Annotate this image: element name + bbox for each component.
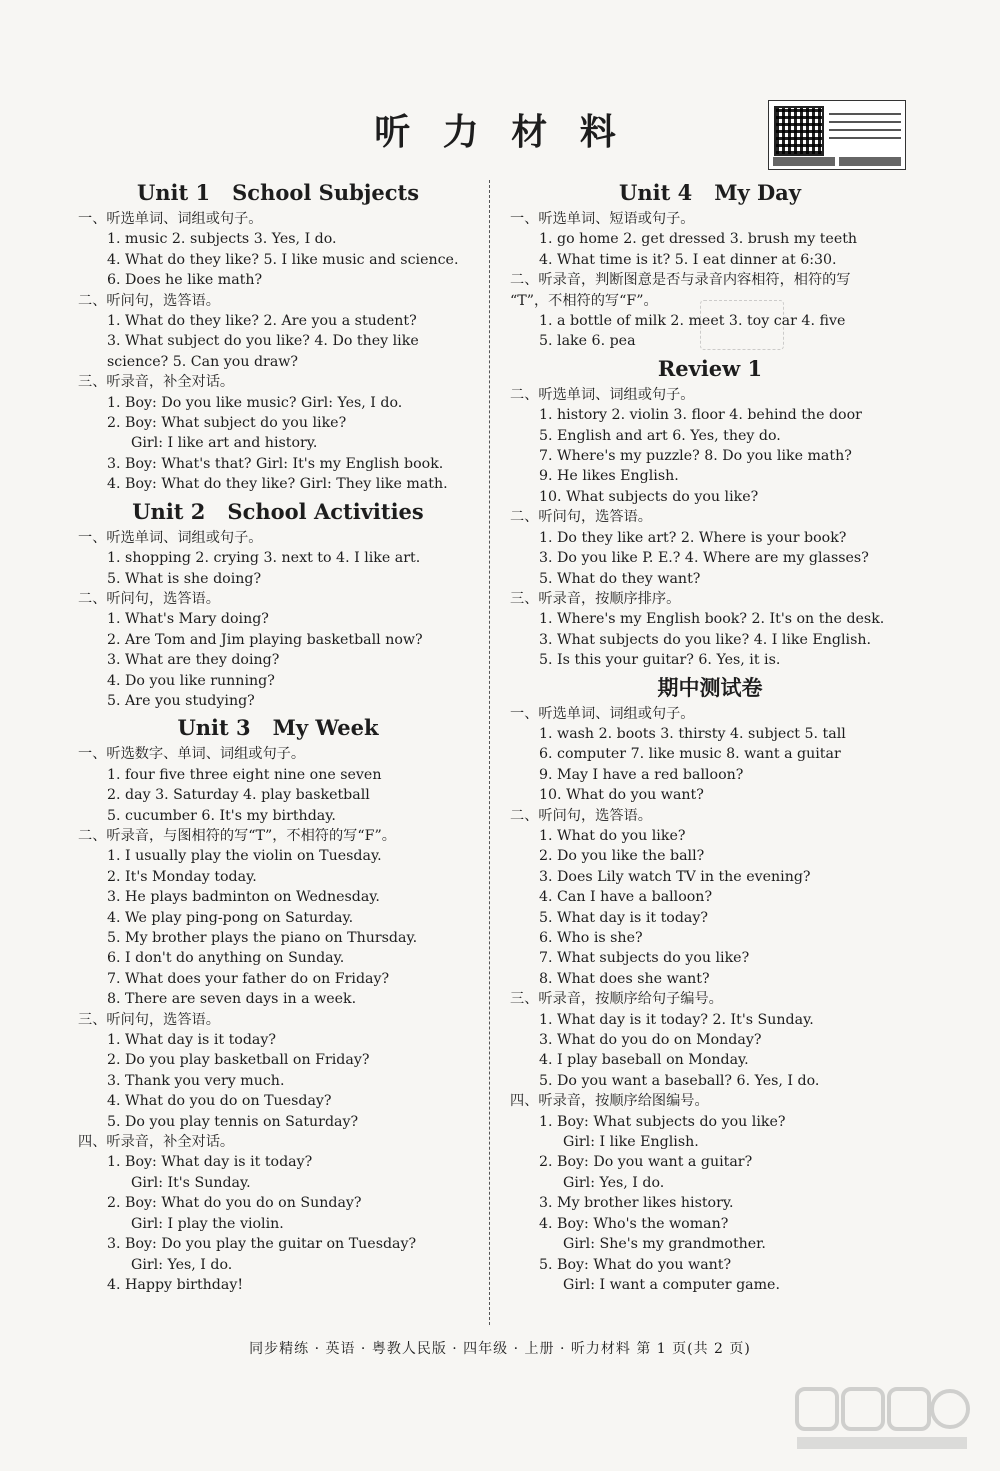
- list-item: 3. What are they doing?: [107, 652, 280, 669]
- section-heading: 二、听问句，选答语。: [78, 292, 220, 309]
- list-item: 7. What does your father do on Friday?: [107, 970, 390, 987]
- section-heading: 一、听选单词、词组或句子。: [510, 705, 695, 722]
- list-item: 2. Are Tom and Jim playing basketball now?: [107, 631, 423, 648]
- unit-name: School Subjects: [232, 180, 420, 205]
- list-item: 4. Happy birthday!: [107, 1276, 244, 1293]
- list-item: 4. What do you do on Tuesday?: [107, 1093, 332, 1110]
- page-footer: 同步精练 · 英语 · 粤教人民版 · 四年级 · 上册 · 听力材料 第 1 页(共 2 页): [249, 1341, 751, 1357]
- list-item: 2. Do you like the ball?: [539, 848, 705, 865]
- unit-heading: [78, 495, 478, 528]
- list-item: 7. What subjects do you like?: [539, 950, 750, 967]
- watermark-logo-icon: [795, 1385, 970, 1453]
- list-item: 1. a bottle of milk 2. meet 3. toy car 4. five: [539, 313, 846, 330]
- list-item: 1. go home 2. get dressed 3. brush my teeth: [539, 231, 858, 248]
- column-divider: [489, 180, 490, 1325]
- list-item: 3. Thank you very much.: [107, 1072, 285, 1089]
- list-item: 2. It's Monday today.: [107, 868, 257, 885]
- list-item: 5. Is this your guitar? 6. Yes, it is.: [539, 652, 781, 669]
- list-item: 2. Do you play basketball on Friday?: [107, 1052, 370, 1069]
- list-item: Girl: I like art and history.: [131, 435, 318, 452]
- list-item: 3. Boy: What's that? Girl: It's my English book.: [107, 455, 444, 472]
- section-heading: 二、听录音，判断图意是否与录音内容相符，相符的写: [510, 272, 851, 289]
- section-heading: 二、听问句，选答语。: [510, 807, 652, 824]
- page-title: 听 力 材 料: [374, 111, 626, 153]
- list-item: 1. Do they like art? 2. Where is your book?: [539, 529, 847, 546]
- section-heading: 二、听录音，与图相符的写“T”，不相符的写“F”。: [78, 827, 396, 844]
- list-item: 3. What subject do you like? 4. Do they like: [107, 333, 419, 350]
- qr-code-icon: [774, 106, 824, 156]
- list-item: 3. Do you like P. E.? 4. Where are my glasses?: [539, 550, 869, 567]
- list-item: 5. What day is it today?: [539, 909, 708, 926]
- list-item: 3. What subjects do you like? 4. I like English.: [539, 631, 872, 648]
- section-heading: 一、听选单词、词组或句子。: [78, 211, 263, 227]
- right-column: [510, 176, 910, 1295]
- list-item: 6. I don't do anything on Sunday.: [107, 950, 345, 967]
- section-heading: 三、听录音，按顺序排序。: [510, 590, 681, 607]
- list-item: 6. computer 7. like music 8. want a guitar: [539, 746, 841, 763]
- section-heading: 二、听问句，选答语。: [510, 509, 652, 526]
- list-item: 4. Boy: Who's the woman?: [539, 1215, 729, 1232]
- list-item: 9. He likes English.: [539, 468, 679, 485]
- list-item: 2. day 3. Saturday 4. play basketball: [107, 787, 370, 804]
- list-item: 1. What's Mary doing?: [107, 611, 269, 628]
- list-item: Girl: It's Sunday.: [131, 1174, 251, 1191]
- list-item: 5. English and art 6. Yes, they do.: [539, 427, 781, 444]
- list-item: 8. There are seven days in a week.: [107, 991, 357, 1008]
- section-heading: 三、听录音，按顺序给句子编号。: [510, 991, 723, 1008]
- list-item: 1. wash 2. boots 3. thirsty 4. subject 5. tall: [539, 725, 846, 742]
- unit-name: Review 1: [657, 355, 763, 381]
- list-item: Girl: She's my grandmother.: [563, 1236, 766, 1253]
- section-heading: 三、听问句，选答语。: [78, 1011, 220, 1028]
- qr-code-panel[interactable]: [768, 100, 906, 170]
- list-item: 8. What does she want?: [539, 970, 710, 987]
- list-item: 1. four five three eight nine one seven: [107, 766, 382, 783]
- section-heading: 一、听选数字、单词、词组或句子。: [78, 746, 306, 763]
- list-item: 5. What is she doing?: [107, 570, 262, 587]
- list-item: 5. Boy: What do you want?: [539, 1256, 732, 1273]
- unit-number: Unit 1: [136, 180, 211, 205]
- unit-heading: [510, 176, 910, 209]
- section-heading: 四、听录音，按顺序给图编号。: [510, 1093, 709, 1110]
- unit-name: 期中测试卷: [657, 674, 763, 700]
- list-item: 3. Boy: Do you play the guitar on Tuesday?: [107, 1236, 417, 1253]
- list-item: 4. What do they like? 5. I like music and science.: [107, 251, 459, 268]
- list-item: 1. music 2. subjects 3. Yes, I do.: [107, 231, 337, 248]
- list-item: 3. Does Lily watch TV in the evening?: [539, 868, 811, 885]
- list-item: 6. Who is she?: [539, 930, 643, 946]
- list-item: 7. Where's my puzzle? 8. Do you like math?: [539, 448, 852, 465]
- section-heading: 三、听录音，补全对话。: [78, 374, 235, 391]
- list-item: science? 5. Can you draw?: [107, 353, 299, 370]
- list-item: 5. cucumber 6. It's my birthday.: [107, 807, 336, 824]
- list-item: 10. What do you want?: [539, 787, 704, 804]
- section-heading: 二、听问句，选答语。: [78, 590, 220, 607]
- list-item: 4. Do you like running?: [107, 672, 275, 689]
- unit-number: Unit 2: [132, 498, 206, 524]
- list-item: 1. What day is it today?: [107, 1032, 276, 1049]
- list-item: 1. What day is it today? 2. It's Sunday.: [539, 1011, 814, 1028]
- list-item: 4. What time is it? 5. I eat dinner at 6:30.: [539, 251, 837, 268]
- unit-name: School Activities: [227, 498, 424, 524]
- list-item: Girl: Yes, I do.: [563, 1174, 665, 1191]
- list-item: 5. What do they want?: [539, 570, 701, 587]
- list-item: 2. Boy: Do you want a guitar?: [539, 1154, 753, 1171]
- list-item: 4. We play ping-pong on Saturday.: [107, 909, 354, 926]
- list-item: 5. lake 6. pea: [539, 333, 636, 350]
- list-item: 1. What do you like?: [539, 827, 686, 844]
- list-item: 3. What do you do on Monday?: [539, 1032, 762, 1049]
- list-item: 3. He plays badminton on Wednesday.: [107, 889, 380, 906]
- section-heading: 一、听选单词、词组或句子。: [78, 529, 263, 546]
- list-item: 2. Boy: What subject do you like?: [107, 415, 347, 432]
- unit-number: Unit 3: [177, 715, 251, 741]
- list-item: 1. I usually play the violin on Tuesday.: [107, 848, 382, 865]
- unit-heading: [78, 176, 478, 209]
- list-item: 9. May I have a red balloon?: [539, 766, 744, 783]
- list-item: 1. Where's my English book? 2. It's on the desk.: [539, 611, 885, 628]
- list-item: 1. Boy: Do you like music? Girl: Yes, I do.: [107, 394, 403, 411]
- list-item: 5. Are you studying?: [107, 692, 255, 709]
- list-item: 1. shopping 2. crying 3. next to 4. I like art.: [107, 550, 421, 567]
- list-item: 3. My brother likes history.: [539, 1195, 734, 1212]
- unit-heading: [510, 352, 910, 385]
- section-heading: 一、听选单词、短语或句子。: [510, 211, 695, 227]
- unit-heading: [510, 671, 910, 704]
- section-heading: 四、听录音，补全对话。: [78, 1134, 235, 1151]
- unit-heading: [78, 711, 478, 744]
- unit-name: My Day: [714, 180, 801, 205]
- list-item: 4. Can I have a balloon?: [539, 889, 713, 906]
- unit-number: Unit 4: [619, 180, 693, 205]
- list-item: 5. Do you play tennis on Saturday?: [107, 1113, 359, 1130]
- list-item: 1. Boy: What subjects do you like?: [539, 1113, 786, 1130]
- left-column: [78, 176, 478, 1295]
- list-item: Girl: I like English.: [563, 1134, 699, 1151]
- unit-name: My Week: [272, 715, 379, 741]
- list-item: Girl: I want a computer game.: [563, 1276, 780, 1293]
- list-item: 10. What subjects do you like?: [539, 488, 759, 505]
- list-item: 1. Boy: What day is it today?: [107, 1154, 313, 1171]
- qr-footer-bar: [773, 157, 901, 166]
- list-item: 1. What do they like? 2. Are you a student?: [107, 313, 417, 330]
- list-item: 4. Boy: What do they like? Girl: They like math.: [107, 476, 448, 493]
- list-item: 2. Boy: What do you do on Sunday?: [107, 1195, 362, 1212]
- section-heading: “T”，不相符的写“F”。: [510, 292, 658, 309]
- list-item: 6. Does he like math?: [107, 272, 263, 289]
- list-item: 1. history 2. violin 3. floor 4. behind the door: [539, 407, 862, 424]
- list-item: 4. I play baseball on Monday.: [539, 1052, 749, 1069]
- list-item: Girl: I play the violin.: [131, 1215, 284, 1232]
- list-item: Girl: Yes, I do.: [131, 1256, 233, 1273]
- section-heading: 二、听选单词、词组或句子。: [510, 386, 695, 403]
- list-item: 5. Do you want a baseball? 6. Yes, I do.: [539, 1072, 820, 1089]
- list-item: 5. My brother plays the piano on Thursday.: [107, 930, 418, 946]
